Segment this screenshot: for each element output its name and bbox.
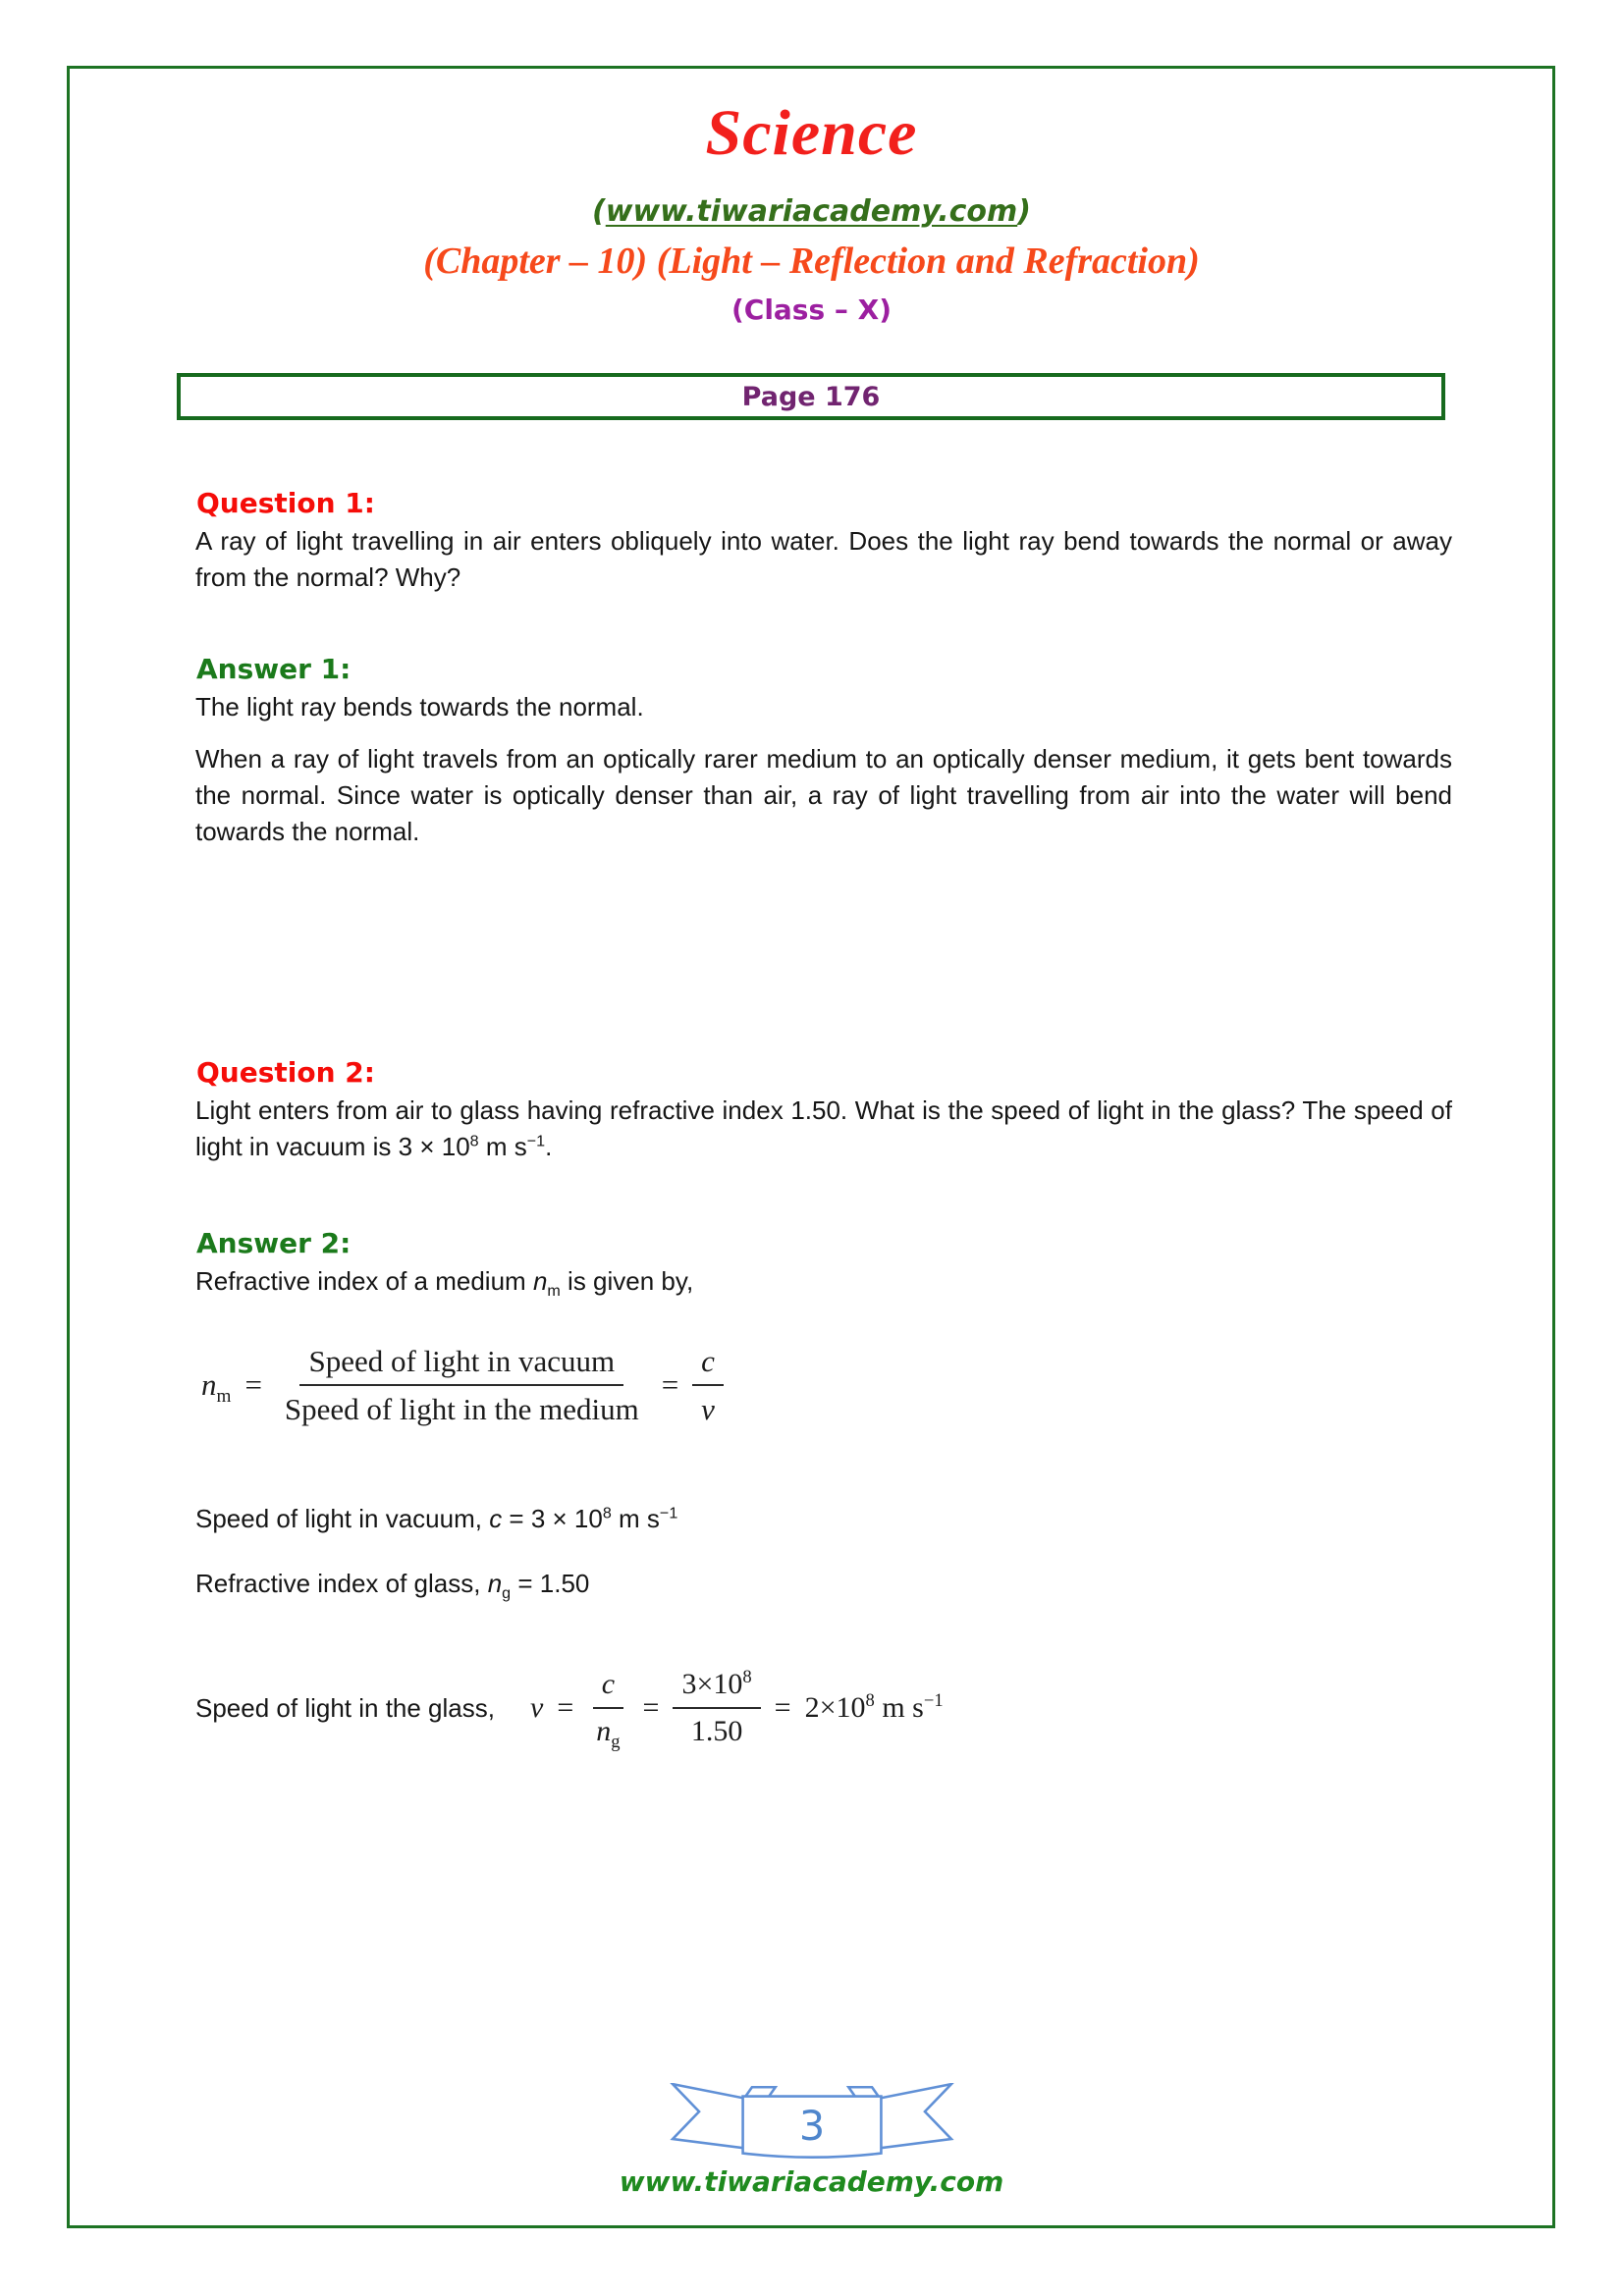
glass-speed-formula [529,1667,944,1752]
page-banner-box [177,373,1445,420]
page-banner-label: Page 176 [741,381,881,412]
page-number-label: 3 [798,2103,825,2151]
exponent: 8 [602,1504,612,1522]
answer-1-heading: Answer 1: [196,653,352,685]
variable-v: v [529,1691,544,1724]
chapter-subtitle: (Chapter – 10) (Light – Reflection and Refraction) [423,240,1200,282]
header-site-link[interactable] [592,194,1031,229]
equals-sign: = [557,1691,574,1724]
question-1-heading: Question 1: [196,487,375,519]
subscript-g: g [502,1584,512,1603]
variable-n: n [487,1569,503,1598]
refractive-index-formula [201,1343,724,1427]
page-title: Science [705,97,918,169]
equals-sign: = [244,1367,262,1403]
site-link-close-paren: ) [1017,194,1031,229]
fraction-denominator: Speed of light in the medium [284,1392,639,1427]
exponent: 8 [469,1132,479,1150]
refractive-index-glass-line: Refractive index of glass, $n_g = 1.50$ [195,1569,590,1603]
fraction-numerator: Speed of light in vacuum [299,1343,623,1386]
question-2-text: Light enters from air to glass having refractive index 1.50. What is the speed of light in the glass? The speed of light in vacuum is $3 \times 10^8$ m $s^{-1}$. [195,1095,1452,1161]
c-over-v-fraction: $\frac{c}{v}$ [692,1343,724,1427]
class-subtitle: (Class – X) [730,294,893,326]
speed-of-light-vacuum-line: Speed of light in vacuum, $c = 3 \times 10^8$ m $s^{-1}$ [195,1504,678,1533]
c-over-ng-fraction: $\frac{c}{n_g}$ [587,1667,628,1749]
numeric-fraction: $\frac{3\times 10^8}{1.50}$ [673,1667,760,1749]
question-2-heading: Question 2: [196,1056,375,1089]
equals-sign: = [661,1367,679,1403]
answer-1-summary: The light ray bends towards the normal. [195,692,644,721]
equals-sign: = [642,1691,660,1724]
answer-2-intro: Refractive index of a medium $n_m$ is given by, [195,1266,694,1301]
subscript-m: m [547,1282,561,1301]
result-value: $2\times 10^8$ m $s^{-1}$ [804,1690,944,1724]
site-link-domain[interactable]: www.tiwariacademy.com [605,194,1018,229]
variable-c: c [489,1504,503,1533]
formula-lhs: $n_m$ [201,1367,232,1408]
answer-2-heading: Answer 2: [196,1227,352,1259]
speed-of-light-glass-line [195,1667,944,1752]
ribbon-right-wing [879,2084,951,2148]
exponent: −1 [659,1504,678,1522]
page-number-ribbon [0,2083,1623,2163]
ribbon-left-wing [673,2084,745,2148]
footer-site-link[interactable]: www.tiwariacademy.com [619,2165,1004,2198]
variable-n: n [532,1266,548,1296]
equals-sign: = [774,1691,791,1724]
speed-ratio-fraction [276,1343,648,1427]
answer-1-explanation: When a ray of light travels from an optically rarer medium to an optically denser medium, it gets bent towards the normal. Since water is optically denser than air, a ray of light travelling from air into the water will bend towards the normal. [195,744,1452,846]
exponent: −1 [526,1132,546,1150]
glass-speed-label: Speed of light in the glass, [195,1692,495,1723]
question-1-text: A ray of light travelling in air enters obliquely into water. Does the light ray bend towards the normal or away from the normal? Why? [195,526,1452,592]
site-link-open-paren: ( [592,194,606,229]
